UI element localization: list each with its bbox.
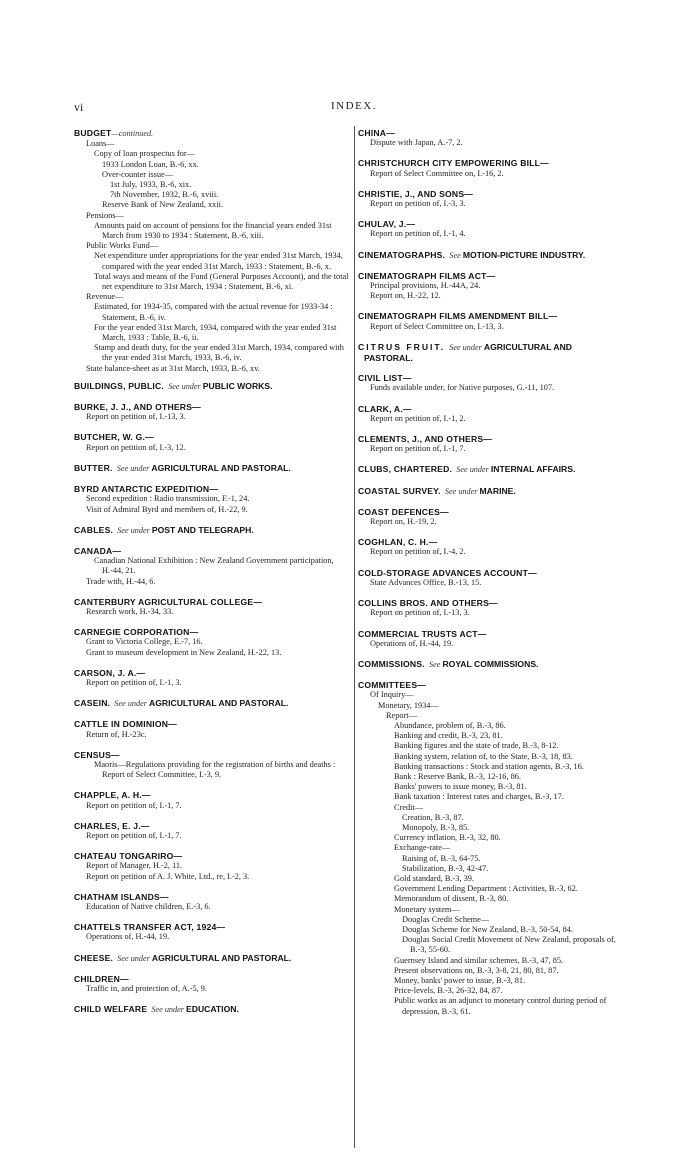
entry-heading: CHARLES, E. J.—: [74, 820, 150, 831]
cross-reference: EDUCATION.: [186, 1004, 239, 1015]
entry-line: Douglas Scheme for New Zealand, B.-3, 50-54, 84.: [402, 924, 573, 934]
index-entry-christchurch: [358, 158, 634, 178]
entry-line: Bank : Reserve Bank, B.-3, 12-16, 86.: [394, 771, 521, 781]
entry-heading: CHRISTCHURCH CITY EMPOWERING BILL—: [358, 158, 549, 169]
entry-heading: CHRISTIE, J., AND SONS—: [358, 188, 474, 199]
entry-heading: COMMISSIONS.: [358, 658, 425, 669]
entry-heading: CABLES.: [74, 524, 114, 535]
entry-line: Currency inflation, B.-3, 32, 80.: [394, 833, 501, 843]
entry-line: 1st July, 1933, B.-6, xix.: [110, 180, 192, 190]
entry-heading: CHULAV, J.—: [358, 219, 416, 230]
index-entry-cattle: [74, 719, 352, 739]
entry-line: Creation, B.-3, 87.: [402, 812, 464, 822]
index-entry-chapple: [74, 790, 352, 810]
entry-line: Report on petition of, I.-13, 3.: [370, 608, 470, 618]
entry-heading: COGHLAN, C. H.—: [358, 537, 438, 548]
entry-line: Monetary system—: [394, 904, 460, 914]
index-entry-commercial-trusts: [358, 629, 634, 649]
index-entry-burke: [74, 402, 352, 422]
entry-line: State Advances Office, B.-13, 15.: [370, 577, 482, 587]
entry-line: Principal provisions, H.-44A, 24.: [370, 281, 481, 291]
see-under-label: See under: [116, 463, 150, 473]
entry-line: Public Works Fund—: [86, 241, 159, 251]
entry-heading: CANTERBURY AGRICULTURAL COLLEGE—: [74, 596, 263, 607]
entry-heading: CHEESE.: [74, 952, 114, 963]
entry-line: Visit of Admiral Byrd and members of, H.-22, 9.: [86, 504, 248, 514]
entry-line: Report on petition of, I.-1, 4.: [370, 229, 466, 239]
cross-reference: POST AND TELEGRAPH.: [151, 524, 254, 535]
entry-line: Banks' powers to issue money, B.-3, 81.: [394, 782, 527, 792]
entry-line: Banking system, relation of, to the State, B.-3, 18, 83.: [394, 751, 573, 761]
entry-heading: CINEMATOGRAPHS.: [358, 249, 446, 260]
entry-heading: CLARK, A.—: [358, 403, 412, 414]
entry-heading: CINEMATOGRAPH FILMS ACT—: [358, 270, 496, 281]
entry-line: Memorandum of dissent, B.-3, 80.: [394, 894, 509, 904]
entry-line: Price-levels, B.-3, 26-32, 84, 87.: [394, 986, 503, 996]
see-label: See: [449, 250, 461, 260]
page-header: [74, 100, 634, 114]
entry-line: Loans—: [86, 139, 115, 149]
index-entry-children: [74, 974, 352, 994]
see-under-label: See under: [444, 486, 478, 496]
entry-heading: CLEMENTS, J., AND OTHERS—: [358, 434, 493, 445]
index-entry-butcher: [74, 432, 352, 452]
column-divider: [354, 126, 355, 1148]
entry-line: Stabilization, B.-3, 42-47.: [402, 863, 489, 873]
entry-heading: BUILDINGS, PUBLIC.: [74, 380, 165, 391]
index-entry-canada: [74, 546, 352, 587]
entry-line: Over-counter issue—: [102, 169, 174, 179]
entry-line: Gold standard, B.-3, 39.: [394, 873, 474, 883]
entry-line: Copy of loan prospectus for—: [94, 149, 195, 159]
entry-line: Report on petition of, I.-1, 7.: [86, 830, 182, 840]
entry-line: Report of Select Committee on, I.-16, 2.: [370, 168, 504, 178]
entry-heading: COASTAL SURVEY.: [358, 485, 441, 496]
index-entry-casein: [74, 698, 352, 709]
index-entry-chattels: [74, 922, 352, 942]
entry-line: Amounts paid on account of pensions for the financial years ended 31st March from 1930 to 1934 : Statement, B.-6, xiii.: [94, 220, 332, 241]
entry-heading: CIVIL LIST—: [358, 373, 412, 384]
entry-line: Banking and credit, B.-3, 23, 81.: [394, 731, 503, 741]
entry-line: Report on petition of, I.-3, 12.: [86, 442, 186, 452]
cross-reference: AGRICULTURAL AND PASTORAL.: [149, 698, 289, 709]
entry-line: Report on petition of, I.-13, 3.: [86, 412, 186, 422]
entry-heading: CATTLE IN DOMINION—: [74, 719, 177, 730]
entry-heading: CHILDREN—: [74, 973, 129, 984]
cross-reference: AGRICULTURAL AND: [483, 341, 573, 352]
index-entry-census: [74, 750, 352, 781]
index-entry-canterbury: [74, 597, 352, 617]
entry-heading: BUTCHER, W. G.—: [74, 432, 154, 443]
entry-line: Public works as an adjunct to monetary control during period of depression, B.-3, 61.: [394, 996, 607, 1016]
entry-line: Dispute with Japan, A.-7, 2.: [370, 138, 463, 148]
cross-reference: AGRICULTURAL AND PASTORAL.: [151, 952, 292, 963]
see-under-label: See under: [114, 699, 147, 709]
entry-line: Funds available under, for Native purposes, G.-11, 107.: [370, 383, 555, 393]
entry-line: Government Lending Department : Activities, B.-3, 62.: [394, 884, 578, 894]
entry-line: Traffic in, and protection of, A.-5, 9.: [86, 984, 207, 993]
entry-line: Douglas Credit Scheme—: [402, 914, 490, 924]
cross-reference: INTERNAL AFFAIRS.: [490, 464, 576, 475]
entry-line: Report on petition of, I.-1, 2.: [370, 413, 466, 423]
entry-line: Monopoly, B.-3, 85.: [402, 822, 470, 832]
entry-line: Banking figures and the state of trade, B.-3, 8-12.: [394, 741, 559, 751]
entry-line: Report on, H.-19, 2.: [370, 517, 437, 527]
index-entry-cables: [74, 525, 352, 536]
entry-heading: CINEMATOGRAPH FILMS AMENDMENT BILL—: [358, 311, 558, 322]
see-under-label: See under: [117, 953, 150, 963]
cross-reference: PUBLIC WORKS.: [202, 380, 273, 391]
entry-line: Report—: [386, 710, 417, 720]
entry-heading: CLUBS, CHARTERED.: [358, 464, 453, 475]
entry-heading: COMMERCIAL TRUSTS ACT—: [358, 628, 487, 639]
entry-line: Guernsey Island and similar schemes, B.-3, 47, 85.: [394, 955, 564, 965]
entry-line: Return of, H.-23c.: [86, 729, 147, 739]
left-column: [74, 128, 352, 1015]
index-entry-butter: [74, 463, 352, 474]
entry-line: Stamp and death duty, for the year ended 31st March, 1934, compared with the year ended 31st March, 1933, B.-6, iv.: [94, 343, 344, 363]
index-entry-cinematographs: [358, 250, 634, 261]
index-entry-coast-defences: [358, 507, 634, 527]
index-entry-chulav: [358, 219, 634, 239]
entry-heading: CHATEAU TONGARIRO—: [74, 851, 183, 862]
entry-line: Report on petition of, I.-1, 7.: [370, 444, 466, 454]
entry-heading: BYRD ANTARCTIC EXPEDITION—: [74, 484, 219, 495]
entry-line: State balance-sheet as at 31st March, 1933, B.-6, xv.: [86, 363, 260, 373]
entry-line: Estimated, for 1934-35, compared with the actual revenue for 1933-34 : Statement, B.-6, iv.: [94, 302, 333, 322]
entry-line: Education of Native children, E.-3, 6.: [86, 901, 211, 911]
entry-line: Net expenditure under appropriations for the year ended 31st March, 1934, compared with the year ended 31st March, 1933 : Statement, B.-6, x.: [94, 251, 343, 271]
index-entry-cinematograph-films-act: [358, 271, 634, 302]
entry-line: Research work, H.-34, 33.: [86, 606, 174, 616]
entry-heading: CHILD WELFARE: [74, 1004, 148, 1015]
entry-line: Report on petition of A. J. White, Ltd., re, I.-2, 3.: [86, 871, 250, 881]
entry-line: Monetary, 1934—: [378, 700, 439, 710]
entry-line: Operations of, H.-44, 19.: [370, 638, 454, 648]
index-entry-christie: [358, 189, 634, 209]
entry-heading: CHINA—: [358, 128, 396, 138]
entry-line: Money, banks' power to issue, B.-3, 81.: [394, 976, 526, 985]
cross-reference: ROYAL COMMISSIONS.: [442, 658, 539, 669]
index-entry-clubs: [358, 464, 634, 475]
entry-line: Report of Select Committee on, I.-13, 3.: [370, 321, 504, 331]
index-entry-commissions: [358, 659, 634, 670]
entry-line: 7th November, 1932, B.-6, xviii.: [110, 190, 219, 200]
index-entry-budget: [74, 128, 352, 374]
see-under-label: See under: [449, 342, 482, 352]
index-entry-cinematograph-films-bill: [358, 311, 634, 331]
entry-heading: BURKE, J. J., AND OTHERS—: [74, 402, 201, 413]
index-entry-coghlan: [358, 537, 634, 557]
entry-line: Pensions—: [86, 210, 124, 220]
see-under-label: See under: [168, 381, 201, 391]
entry-heading: CITRUS FRUIT.: [358, 341, 446, 352]
index-entry-chateau: [74, 851, 352, 882]
entry-heading: CARNEGIE CORPORATION—: [74, 627, 199, 638]
entry-heading: BUTTER.: [74, 462, 113, 473]
entry-heading: CHATHAM ISLANDS—: [74, 891, 169, 902]
entry-line: Report of Manager, H.-2, 11.: [86, 861, 183, 871]
entry-heading: CHATTELS TRANSFER ACT, 1924—: [74, 922, 226, 933]
index-entry-cheese: [74, 953, 352, 964]
page-title: INDEX.: [331, 100, 377, 112]
entry-line: Report on petition of, I.-1, 7.: [86, 800, 182, 810]
entry-line: Trade with, H.-44, 6.: [86, 576, 156, 586]
entry-heading: COLLINS BROS. AND OTHERS—: [358, 598, 498, 609]
cross-reference: MOTION-PICTURE INDUSTRY.: [462, 249, 586, 260]
entry-line: 1933 London Loan, B.-6, xx.: [102, 159, 199, 169]
index-entry-byrd: [74, 484, 352, 515]
entry-line: Operations of, H.-44, 19.: [86, 932, 170, 942]
index-entry-citrus: [358, 342, 634, 363]
entry-line: Report on petition of, I.-1, 3.: [86, 677, 182, 687]
entry-heading: CENSUS—: [74, 749, 120, 760]
entry-line: Of Inquiry—: [370, 690, 414, 700]
entry-line: Credit—: [394, 802, 424, 812]
index-entry-carnegie: [74, 627, 352, 658]
see-under-label: See under: [117, 525, 150, 535]
entry-line: Report on petition of, I.-3, 3.: [370, 199, 466, 209]
entry-heading: CASEIN.: [74, 698, 111, 709]
entry-heading: CHAPPLE, A. H.—: [74, 790, 151, 801]
entry-line: Bank taxation : Interest rates and charges, B.-3, 17.: [394, 792, 564, 802]
entry-line: Exchange-rate—: [394, 843, 451, 853]
index-entry-coastal-survey: [358, 486, 634, 497]
entry-line: Reserve Bank of New Zealand, xxii.: [102, 200, 223, 210]
index-entry-collins: [358, 598, 634, 618]
entry-heading: COMMITTEES—: [358, 680, 427, 691]
entry-line: Canadian National Exhibition : New Zealand Government participation, H.-44, 21.: [94, 556, 334, 576]
index-entry-china: [358, 128, 634, 148]
entry-line: Second expedition : Radio transmission, F.-1, 24.: [86, 494, 250, 504]
entry-line: Banking transactions : Stock and station agents, B.-3, 16.: [394, 761, 584, 771]
cross-reference: MARINE.: [479, 485, 516, 496]
cross-reference: AGRICULTURAL AND PASTORAL.: [151, 462, 291, 473]
entry-heading: CANADA—: [74, 545, 122, 556]
index-entry-committees: [358, 680, 634, 1017]
page-number: vi: [74, 100, 84, 114]
index-entry-clements: [358, 434, 634, 454]
index-entry-carson: [74, 668, 352, 688]
entry-line: Total ways and means of the Fund (General Purposes Account), and the total net expenditure to 31st March, 1934 : Statement, B.-6, xi.: [94, 271, 349, 292]
index-entry-child-welfare: [74, 1004, 352, 1015]
entry-line: Revenue—: [86, 292, 124, 302]
index-entry-chatham: [74, 892, 352, 912]
see-under-label: See under: [151, 1005, 184, 1015]
entry-line: Abundance, problem of, B.-3, 86.: [394, 720, 506, 730]
see-label: See: [429, 659, 441, 669]
entry-line: Raising of, B.-3, 64-75.: [402, 853, 481, 863]
entry-line: For the year ended 31st March, 1934, compared with the year ended 31st March, 1933 : Table, B.-6, ii.: [94, 322, 337, 343]
see-under-label: See under: [456, 465, 489, 475]
entry-line: Present observations on, B.-3, 3-8, 21, 80, 81, 87.: [394, 965, 559, 975]
index-entry-clark: [358, 404, 634, 424]
index-entry-buildings: [74, 381, 352, 392]
index-entry-cold-storage: [358, 568, 634, 588]
continued-label: —continued.: [111, 129, 154, 138]
entry-line: Report on petition of, I.-4, 2.: [370, 547, 466, 557]
entry-line: Report on, H.-22, 12.: [370, 291, 441, 301]
index-entry-charles: [74, 821, 352, 841]
cross-reference-continued: PASTORAL.: [364, 353, 413, 364]
entry-line: Grant to Victoria College, E.-7, 16.: [86, 637, 203, 647]
entry-heading: BUDGET: [74, 128, 112, 138]
entry-line: Douglas Social Credit Movement of New Zealand, proposals of, B.-3, 55-60.: [402, 935, 616, 955]
right-column: [358, 128, 634, 1017]
entry-heading: COLD-STORAGE ADVANCES ACCOUNT—: [358, 567, 537, 578]
entry-heading: COAST DEFENCES—: [358, 506, 449, 517]
entry-line: Maoris—Regulations providing for the registration of births and deaths : Report of Select Committee, I.-3, 9.: [94, 759, 336, 780]
entry-heading: CARSON, J. A.—: [74, 667, 146, 678]
index-entry-civil-list: [358, 373, 634, 393]
entry-line: Grant to museum development in New Zealand, H.-22, 13.: [86, 647, 282, 657]
